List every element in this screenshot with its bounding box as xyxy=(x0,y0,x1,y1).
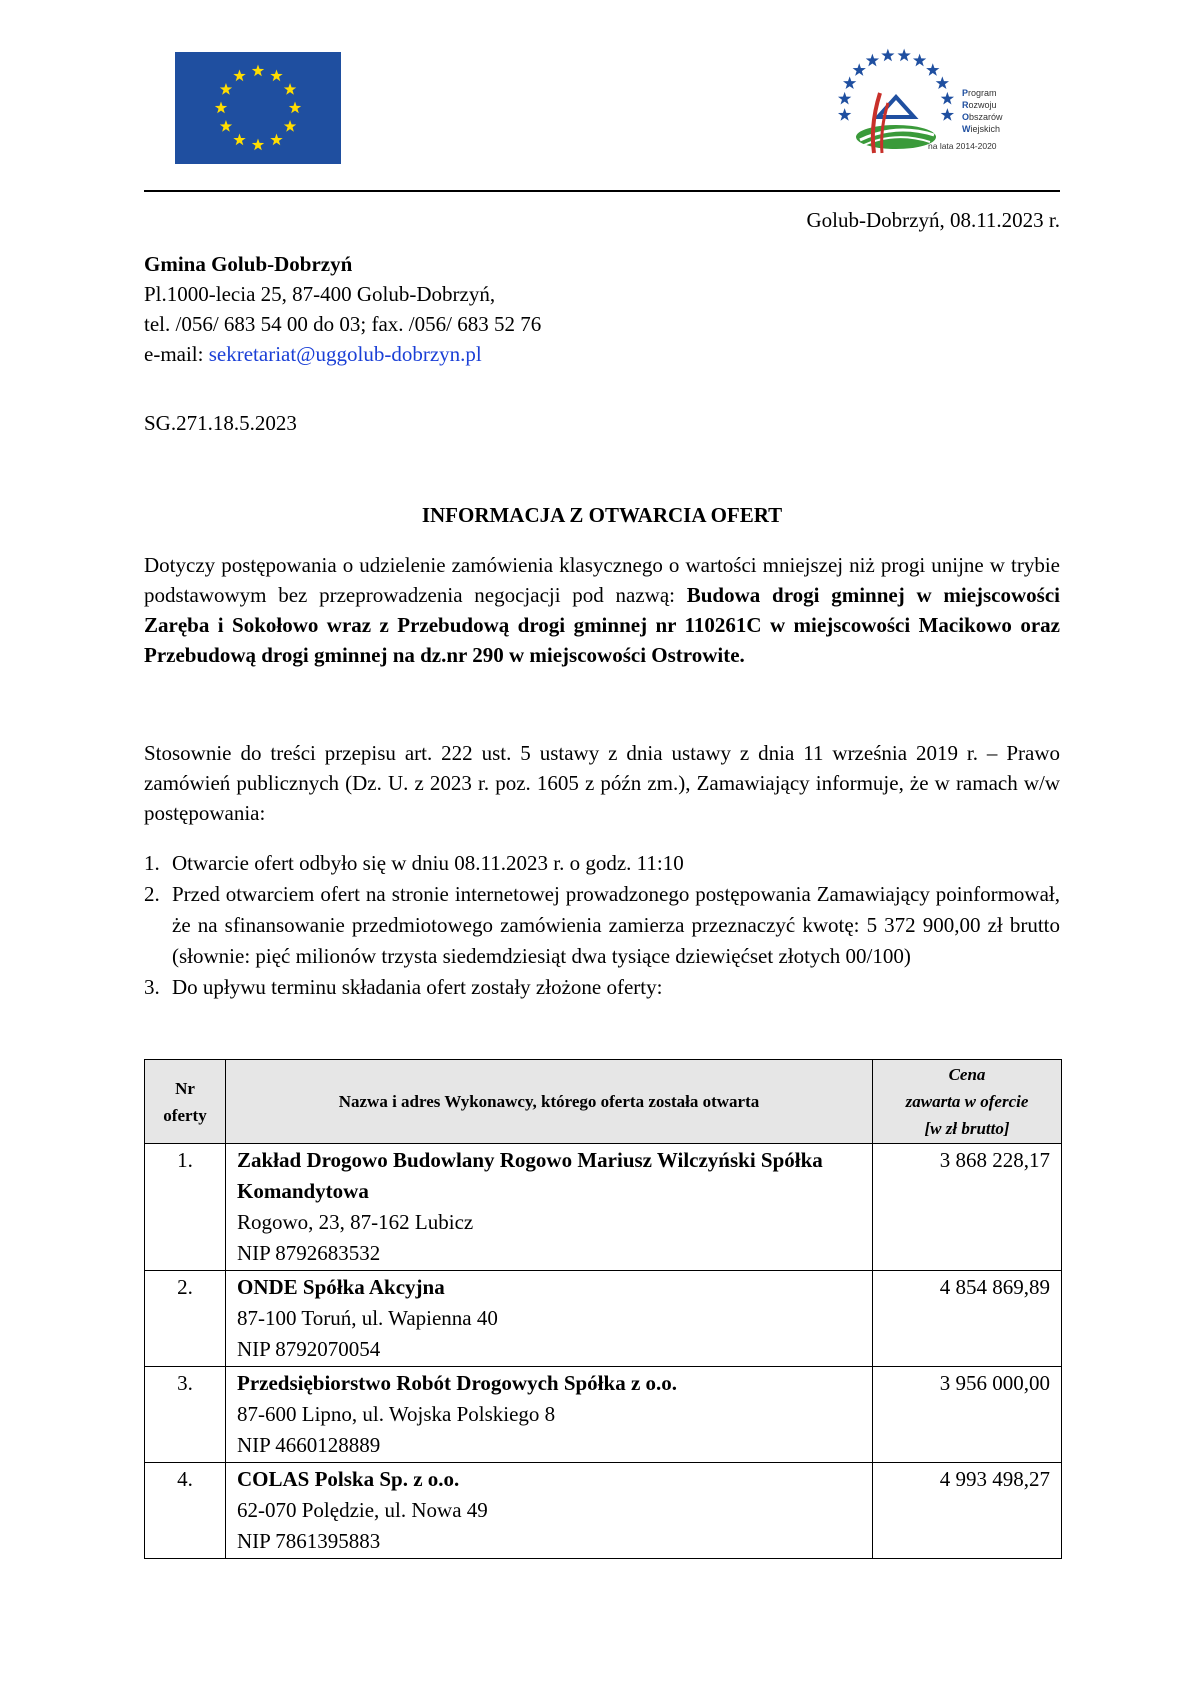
list-item xyxy=(144,972,1060,1003)
sender-email-link[interactable]: sekretariat@uggolub-dobrzyn.pl xyxy=(208,342,482,366)
contractor-name: Przedsiębiorstwo Robót Drogowych Spółka z o.o. xyxy=(237,1371,678,1395)
offer-number: 3. xyxy=(145,1367,226,1463)
eu-flag-icon xyxy=(175,52,341,164)
sender-phone: tel. /056/ 683 54 00 do 03; fax. /056/ 683 52 76 xyxy=(144,312,542,336)
prow-logo-icon xyxy=(830,45,1010,165)
contractor-cell xyxy=(226,1463,873,1559)
sender-name: Gmina Golub-Dobrzyń xyxy=(144,252,353,276)
table-header-row xyxy=(145,1060,1062,1144)
contractor-nip: NIP 7861395883 xyxy=(237,1529,381,1553)
list-item-number: 3. xyxy=(144,975,160,999)
offer-price: 4 854 869,89 xyxy=(873,1271,1062,1367)
eu-star-icon xyxy=(289,102,301,114)
contractor-address: 87-600 Lipno, ul. Wojska Polskiego 8 xyxy=(237,1402,556,1426)
list-item xyxy=(144,848,1060,879)
contractor-name: ONDE Spółka Akcyjna xyxy=(237,1275,445,1299)
table-row xyxy=(145,1271,1062,1367)
offer-price: 4 993 498,27 xyxy=(873,1463,1062,1559)
list-item-text: Przed otwarciem ofert na stronie internetowej prowadzonego postępowania Zamawiający poinformował, że na sfinansowanie przedmiotowego zamówienia zamierza przeznaczyć kwotę: 5 372 900,00 zł brutto (słownie: pięć milionów trzysta siedemdziesiąt dwa tysiące dziewięćset złotych 00/100) xyxy=(172,882,1060,968)
contractor-name: COLAS Polska Sp. z o.o. xyxy=(237,1467,460,1491)
eu-star-icon xyxy=(252,65,264,77)
prow-star-icon xyxy=(881,49,894,62)
contractor-nip: NIP 4660128889 xyxy=(237,1433,381,1457)
list-item xyxy=(144,879,1060,972)
contractor-cell xyxy=(226,1144,873,1271)
offer-price: 3 868 228,17 xyxy=(873,1144,1062,1271)
contractor-address: 87-100 Toruń, ul. Wapienna 40 xyxy=(237,1306,498,1330)
contractor-cell xyxy=(226,1367,873,1463)
prow-logo-years: na lata 2014-2020 xyxy=(928,141,997,151)
prow-star-icon xyxy=(941,92,954,105)
offer-number: 2. xyxy=(145,1271,226,1367)
prow-star-icon xyxy=(936,76,949,89)
offers-table xyxy=(144,1059,1062,1559)
contractor-nip: NIP 8792070054 xyxy=(237,1337,381,1361)
prow-star-icon xyxy=(941,108,954,121)
contractor-cell xyxy=(226,1271,873,1367)
contractor-name: Zakład Drogowo Budowlany Rogowo Mariusz Wilczyński Spółka Komandytowa xyxy=(237,1148,823,1203)
sender-address: Pl.1000-lecia 25, 87-400 Golub-Dobrzyń, xyxy=(144,282,496,306)
prow-star-icon xyxy=(838,108,851,121)
intro-project-name: Budowa drogi gminnej w miejscowości Zaręba i Sokołowo wraz z Przebudową drogi gminnej nr 110261C w miejscowości Macikowo oraz Przebudową drogi gminnej na dz.nr 290 w miejscowości Ostrowite. xyxy=(144,583,1060,667)
table-row xyxy=(145,1367,1062,1463)
document-title: INFORMACJA Z OTWARCIA OFERT xyxy=(421,503,783,527)
header-offer-number: Nr oferty xyxy=(145,1060,226,1144)
offer-price: 3 956 000,00 xyxy=(873,1367,1062,1463)
table-row xyxy=(145,1463,1062,1559)
eu-star-icon xyxy=(252,139,264,151)
prow-star-icon xyxy=(866,54,879,67)
eu-star-icon xyxy=(220,83,232,95)
list-item-text: Do upływu terminu składania ofert zostały złożone oferty: xyxy=(172,975,663,999)
table-row xyxy=(145,1144,1062,1271)
list-item-text: Otwarcie ofert odbyło się w dniu 08.11.2023 r. o godz. 11:10 xyxy=(172,851,684,875)
contractor-address: 62-070 Polędzie, ul. Nowa 49 xyxy=(237,1498,488,1522)
eu-star-icon xyxy=(270,69,282,81)
place-date: Golub-Dobrzyń, 08.11.2023 r. xyxy=(806,208,1060,232)
header-price: Cena zawarta w ofercie [w zł brutto] xyxy=(873,1060,1062,1144)
info-list xyxy=(144,848,1060,1003)
prow-star-icon xyxy=(913,54,926,67)
prow-star-icon xyxy=(853,63,866,76)
eu-star-icon xyxy=(215,102,227,114)
eu-star-icon xyxy=(233,69,245,81)
sender-email-label: e-mail: xyxy=(144,342,209,366)
intro-text: Dotyczy postępowania o udzielenie zamówienia klasycznego o wartości mniejszej niż progi unijne w trybie podstawowym bez przeprowadzenia negocjacji pod nazwą: xyxy=(144,553,1060,607)
prow-star-icon xyxy=(926,63,939,76)
eu-star-icon xyxy=(270,134,282,146)
eu-star-icon xyxy=(220,120,232,132)
list-item-number: 1. xyxy=(144,851,160,875)
header-contractor: Nazwa i adres Wykonawcy, którego oferta została otwarta xyxy=(226,1060,873,1144)
offer-number: 1. xyxy=(145,1144,226,1271)
eu-flag-stars xyxy=(175,52,341,164)
list-item-number: 2. xyxy=(144,882,160,906)
eu-star-icon xyxy=(233,134,245,146)
reference-number: SG.271.18.5.2023 xyxy=(144,411,297,435)
legal-basis-paragraph: Stosownie do treści przepisu art. 222 ust. 5 ustawy z dnia ustawy z dnia 11 września 2019 r. – Prawo zamówień publicznych (Dz. U. z 2023 r. poz. 1605 z późn zm.), Zamawiający informuje, że w ramach w/w postępowania: xyxy=(144,741,1060,825)
header-divider xyxy=(144,190,1060,192)
prow-star-icon xyxy=(897,49,910,62)
offer-number: 4. xyxy=(145,1463,226,1559)
sender-block xyxy=(144,249,541,369)
eu-star-icon xyxy=(284,120,296,132)
prow-star-icon xyxy=(838,92,851,105)
prow-star-icon xyxy=(843,76,856,89)
sender-email-line xyxy=(144,339,541,369)
intro-paragraph xyxy=(144,550,1060,670)
eu-star-icon xyxy=(284,83,296,95)
contractor-address: Rogowo, 23, 87-162 Lubicz xyxy=(237,1210,474,1234)
prow-logo-text: Program Rozwoju Obszarów Wiejskich xyxy=(962,88,1003,134)
contractor-nip: NIP 8792683532 xyxy=(237,1241,381,1265)
